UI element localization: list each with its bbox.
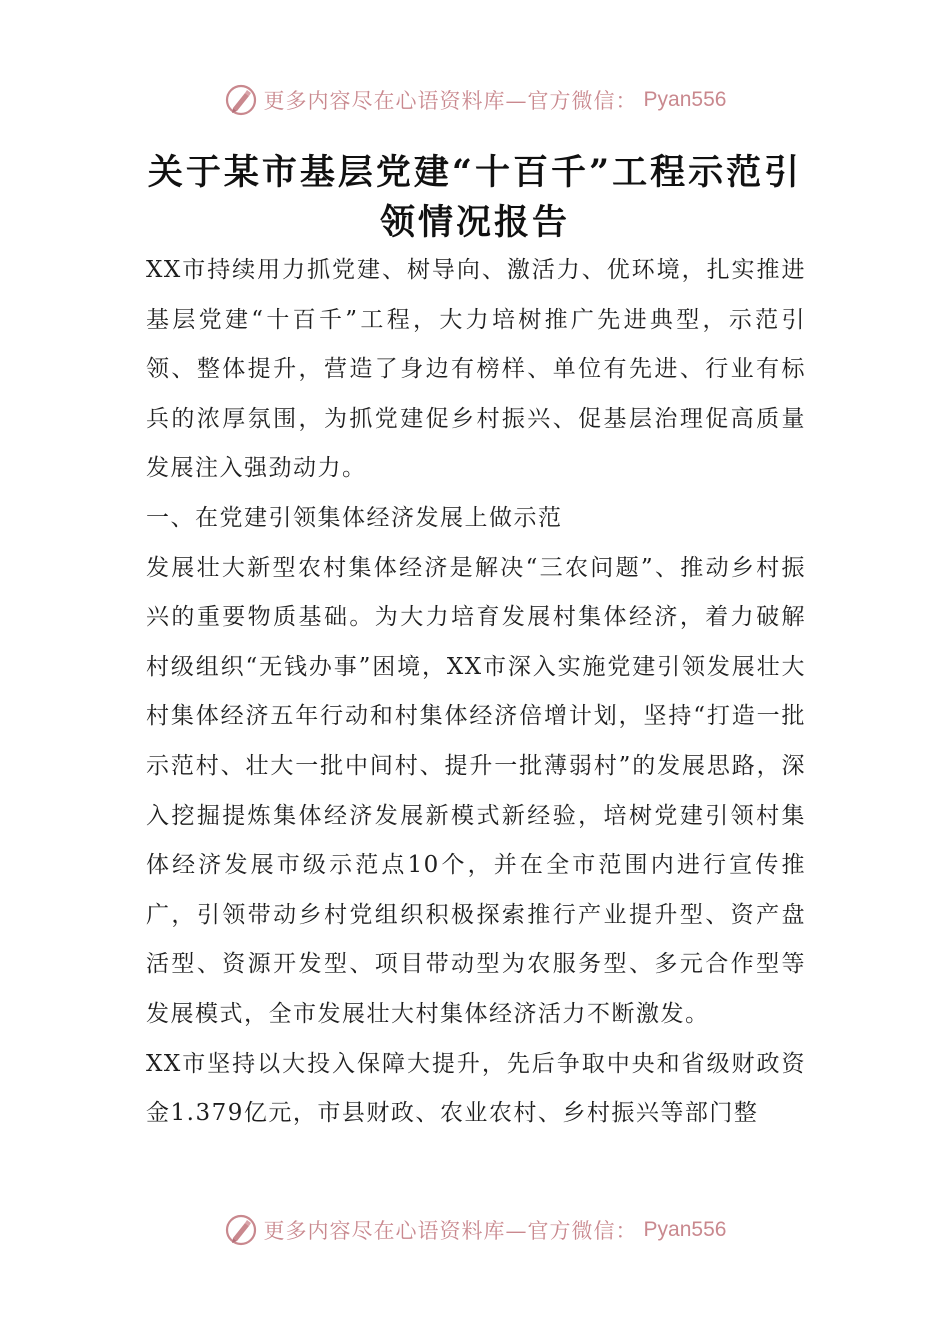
paragraph-collective-economy: 发展壮大新型农村集体经济是解决“三农问题”、推动乡村振兴的重要物质基础。为大力培育发展村集体经济，着力破解村级组织“无钱办事”困境，XX市深入实施党建引领发展壮大村集体经济五年行动和村集体经济倍增计划，坚持“打造一批示范村、壮大一批中间村、提升一批薄弱村”的发展思路，深入挖掘提炼集体经济发展新模式新经验，培树党建引领村集体经济发展市级示范点10个，并在全市范围内进行宣传推广，引领带动乡村党组织积极探索推行产业提升型、资产盘活型、资源开发型、项目带动型为农服务型、多元合作型等发展模式，全市发展壮大村集体经济活力不断激发。 <box>146 554 806 1027</box>
document-body <box>146 246 806 1186</box>
section-heading: 一、在党建引领集体经济发展上做示范 <box>146 504 563 531</box>
watermark-banner-bottom <box>0 1210 950 1250</box>
paragraph-intro: XX市持续用力抓党建、树导向、激活力、优环境，扎实推进基层党建“十百千”工程，大力培树推广先进典型，示范引领、整体提升，营造了身边有榜样、单位有先进、行业有标兵的浓厚氛围，为抓党建促乡村振兴、促基层治理促高质量发展注入强劲动力。 <box>146 257 806 482</box>
watermark-wechat-id: Pyan556 <box>643 88 727 111</box>
watermark-text: 更多内容尽在心语资料库—官方微信： <box>263 1219 638 1243</box>
watermark-banner-top <box>0 80 950 120</box>
pen-logo-icon <box>224 83 258 117</box>
pen-logo-icon <box>224 1213 258 1247</box>
paragraph-funding: XX市坚持以大投入保障大提升，先后争取中央和省级财政资金1.379亿元，市县财政、农业农村、乡村振兴等部门整 <box>146 1050 806 1127</box>
watermark-text: 更多内容尽在心语资料库—官方微信： <box>263 89 638 113</box>
document-title: 关于某市基层党建“十百千”工程示范引领情况报告 <box>147 152 803 243</box>
watermark-wechat-id: Pyan556 <box>643 1218 727 1241</box>
